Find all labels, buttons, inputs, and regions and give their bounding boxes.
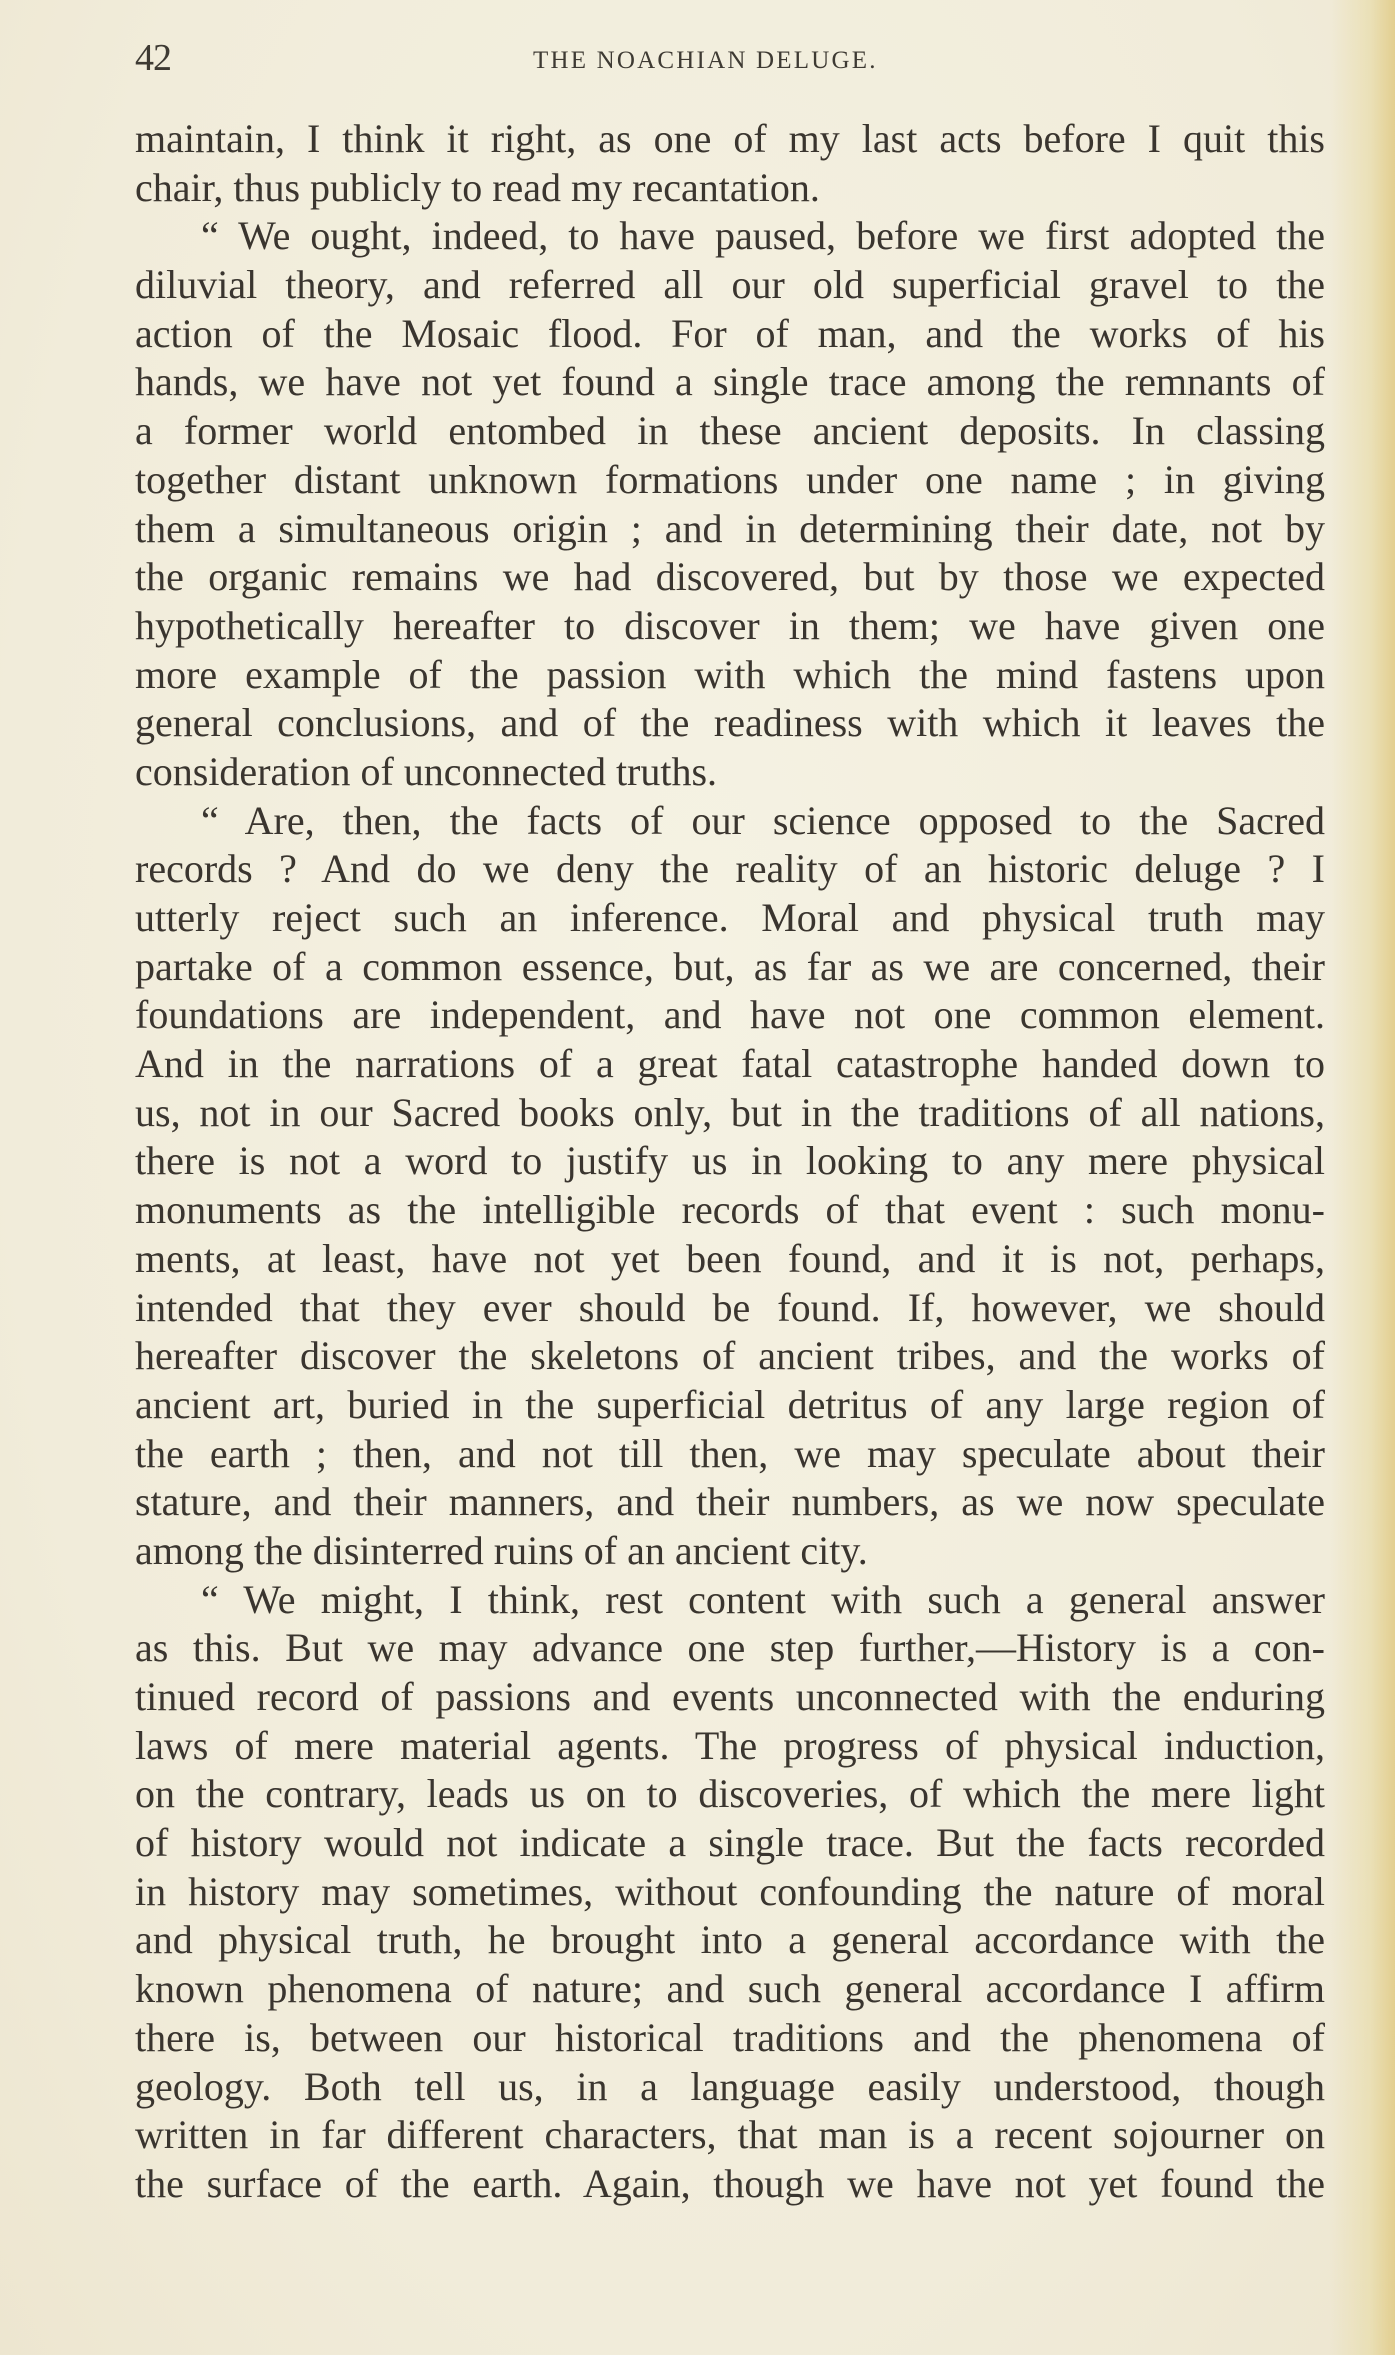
text-line: laws of mere material agents. The progress of physical induction,: [135, 1722, 1325, 1768]
text-line: tinued record of passions and events unconnected with the enduring: [135, 1674, 1325, 1719]
text-line: there is not a word to justify us in looking to any mere physical: [135, 1138, 1325, 1184]
text-line: And in the narrations of a great fatal catastrophe handed down to: [135, 1041, 1325, 1087]
text-line: “ Are, then, the facts of our science opposed to the Sacred: [201, 797, 1325, 843]
text-line: them a simultaneous origin ; and in determining their date, not by: [135, 505, 1325, 551]
text-line: a former world entombed in these ancient deposits. In classing: [135, 408, 1325, 454]
text-line: geology. Both tell us, in a language easily understood, though: [135, 2063, 1325, 2109]
text-line: ments, at least, have not yet been found, and it is not, perhaps,: [135, 1235, 1325, 1281]
text-line: known phenomena of nature; and such general accordance I affirm: [135, 1966, 1325, 2012]
text-line: among the disinterred ruins of an ancient city.: [135, 1527, 868, 1573]
text-line: records ? And do we deny the reality of an historic deluge ? I: [135, 846, 1325, 892]
text-line: there is, between our historical traditions and the phenomena of: [135, 2014, 1325, 2060]
text-line: ancient art, buried in the superficial detritus of any large region of: [135, 1381, 1325, 1427]
text-line: of history would not indicate a single trace. But the facts recorded: [135, 1820, 1325, 1866]
text-line: “ We ought, indeed, to have paused, before we first adopted the: [201, 213, 1325, 259]
text-line: and physical truth, he brought into a general accordance with the: [135, 1917, 1325, 1963]
text-line: general conclusions, and of the readiness with which it leaves the: [135, 700, 1325, 746]
running-title: THE NOACHIAN DELUGE.: [533, 47, 878, 74]
text-line: monuments as the intelligible records of that event : such monu-: [135, 1187, 1325, 1233]
text-line: intended that they ever should be found. If, however, we should: [135, 1284, 1325, 1330]
text-line: stature, and their manners, and their numbers, as we now speculate: [135, 1479, 1325, 1525]
text-line: together distant unknown formations under one name ; in giving: [135, 456, 1325, 502]
text-line: written in far different characters, that man is a recent sojourner on: [135, 2112, 1325, 2158]
page-number: 42: [135, 37, 171, 79]
text-line: the organic remains we had discovered, but by those we expected: [135, 554, 1325, 600]
text-line: maintain, I think it right, as one of my last acts before I quit this: [135, 116, 1325, 161]
text-line: consideration of unconnected truths.: [135, 748, 718, 794]
text-line: the surface of the earth. Again, though we have not yet found the: [135, 2160, 1325, 2206]
text-line: diluvial theory, and referred all our old superficial gravel to the: [135, 262, 1325, 308]
text-line: more example of the passion with which the mind fastens upon: [135, 651, 1325, 697]
text-line: “ We might, I think, rest content with such a general answer: [201, 1576, 1325, 1622]
body-text: [135, 115, 1325, 2209]
text-line: hypothetically hereafter to discover in them; we have given one: [135, 602, 1325, 648]
text-line: as this. But we may advance one step further,—History is a con-: [135, 1625, 1325, 1671]
text-line: on the contrary, leads us on to discoveries, of which the mere light: [135, 1771, 1325, 1817]
text-line: foundations are independent, and have not one common element.: [135, 992, 1325, 1038]
text-line: utterly reject such an inference. Moral and physical truth may: [135, 895, 1325, 940]
text-line: chair, thus publicly to read my recantation.: [135, 164, 820, 210]
text-line: partake of a common essence, but, as far as we are concerned, their: [135, 943, 1325, 989]
text-line: action of the Mosaic flood. For of man, and the works of his: [135, 310, 1325, 356]
text-line: in history may sometimes, without confounding the nature of moral: [135, 1868, 1325, 1914]
text-line: hands, we have not yet found a single trace among the remnants of: [135, 359, 1325, 405]
text-line: the earth ; then, and not till then, we may speculate about their: [135, 1430, 1325, 1476]
text-line: hereafter discover the skeletons of ancient tribes, and the works of: [135, 1333, 1325, 1379]
running-head: [135, 38, 1325, 78]
text-line: us, not in our Sacred books only, but in the traditions of all nations,: [135, 1089, 1325, 1135]
